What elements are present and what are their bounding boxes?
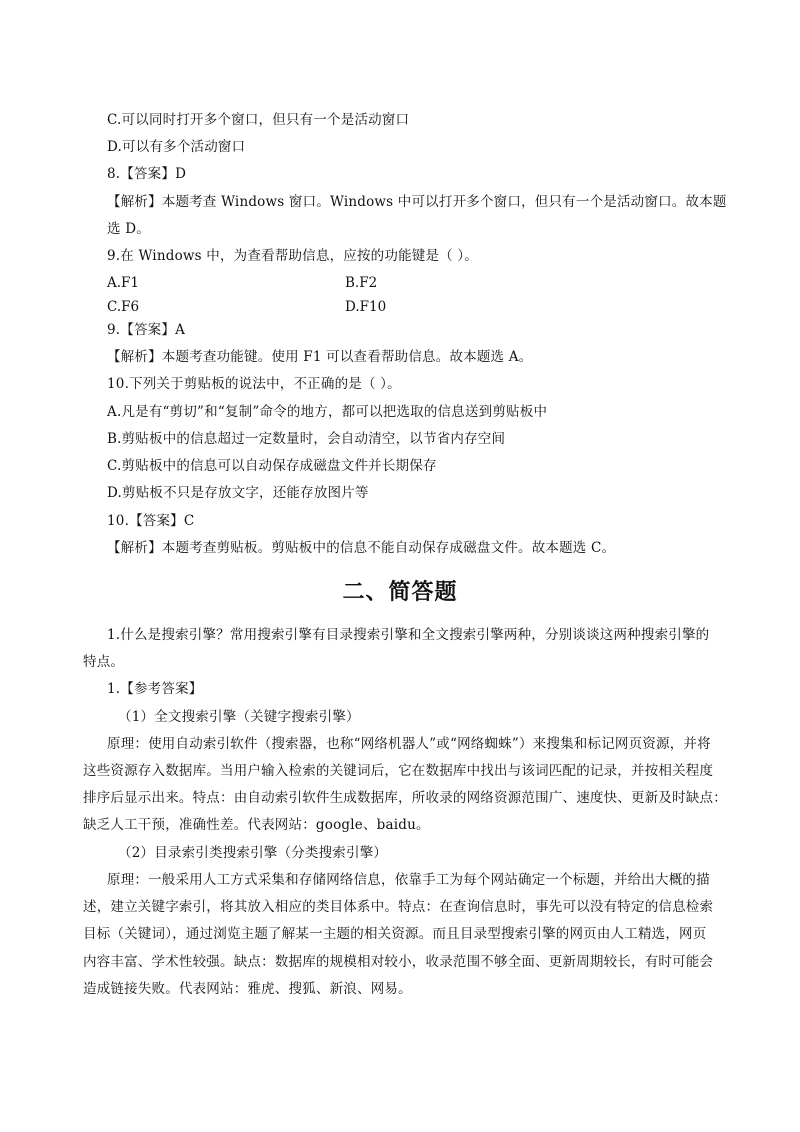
q9-option-d: D.F10 [345, 299, 387, 315]
sq1-part1-line2: 这些资源存入数据库。当用户输入检索的关键词后，它在数据库中找出与该词匹配的记录，并按相关程度 [83, 763, 714, 779]
sq1-part1-line1: 原理：使用自动索引软件（搜索器，也称“网络机器人”或“网络蜘蛛”）来搜集和标记网页资源，并将 [107, 736, 711, 752]
sq1-part2-line4: 内容丰富、学术性较强。缺点：数据库的规模相对较小，收录范围不够全面、更新周期较长，有时可能会 [83, 954, 714, 970]
q10-option-a: A.凡是有“剪切”和“复制”命令的地方，都可以把选取的信息送到剪贴板中 [107, 404, 548, 420]
sq1-part2-title: （2）目录索引类搜索引擎（分类搜索引擎） [118, 845, 388, 861]
sq1-part2-line1: 原理：一般采用人工方式采集和存储网络信息，依靠手工为每个网站确定一个标题，并给出大概的描 [107, 872, 710, 888]
q10-option-d: D.剪贴板不只是存放文字，还能存放图片等 [107, 485, 369, 501]
sq1-part1-title: （1）全文搜索引擎（关键字搜索引擎） [118, 709, 360, 725]
q9-option-b: B.F2 [345, 275, 378, 291]
q7-option-c: C.可以同时打开多个窗口，但只有一个是活动窗口 [107, 112, 410, 128]
q9-option-c: C.F6 [107, 299, 140, 315]
sq1-part1-line4: 缺乏人工干预，准确性差。代表网站：google、baidu。 [83, 817, 430, 833]
q10-option-c: C.剪贴板中的信息可以自动保存成磁盘文件并长期保存 [107, 458, 437, 474]
a10-analysis: 【解析】本题考查剪贴板。剪贴板中的信息不能自动保存成磁盘文件。故本题选 C。 [107, 540, 616, 556]
a8-analysis-line2: 选 D。 [107, 221, 150, 237]
q10-question: 10.下列关于剪贴板的说法中，不正确的是（ ）。 [107, 376, 401, 392]
a8-answer: 8.【答案】D [107, 166, 187, 182]
a10-answer: 10.【答案】C [107, 513, 195, 529]
sq1-question-line1: 1.什么是搜索引擎？常用搜索引擎有目录搜索引擎和全文搜索引擎两种，分别谈谈这两种搜索引擎的 [107, 627, 710, 643]
sq1-part2-line5: 造成链接失败。代表网站：雅虎、搜狐、新浪、网易。 [83, 981, 412, 997]
q10-option-b: B.剪贴板中的信息超过一定数量时，会自动清空，以节省内存空间 [107, 431, 506, 447]
sq1-part1-line3: 排序后显示出来。特点：由自动索引软件生成数据库，所收录的网络资源范围广、速度快、更新及时缺点： [83, 790, 727, 806]
a8-analysis-line1: 【解析】本题考查 Windows 窗口。Windows 中可以打开多个窗口，但只有一个是活动窗口。故本题 [107, 194, 727, 210]
q9-option-a: A.F1 [107, 275, 139, 291]
sq1-part2-line3: 目标（关键词），通过浏览主题了解某一主题的相关资源。而且目录型搜索引擎的网页由人工精选，网页 [83, 926, 707, 942]
sq1-part2-line2: 述，建立关键字索引，将其放入相应的类目体系中。特点：在查询信息时，事先可以没有特定的信息检索 [83, 899, 714, 915]
sq1-answer-label: 1.【参考答案】 [107, 681, 203, 697]
q9-question: 9.在 Windows 中，为查看帮助信息，应按的功能键是（ ）。 [107, 248, 479, 264]
a9-analysis: 【解析】本题考查功能键。使用 F1 可以查看帮助信息。故本题选 A。 [107, 349, 533, 365]
q7-option-d: D.可以有多个活动窗口 [107, 139, 246, 155]
section-title: 二、简答题 [342, 580, 458, 605]
a9-answer: 9.【答案】A [107, 322, 186, 338]
sq1-question-line2: 特点。 [83, 654, 125, 670]
